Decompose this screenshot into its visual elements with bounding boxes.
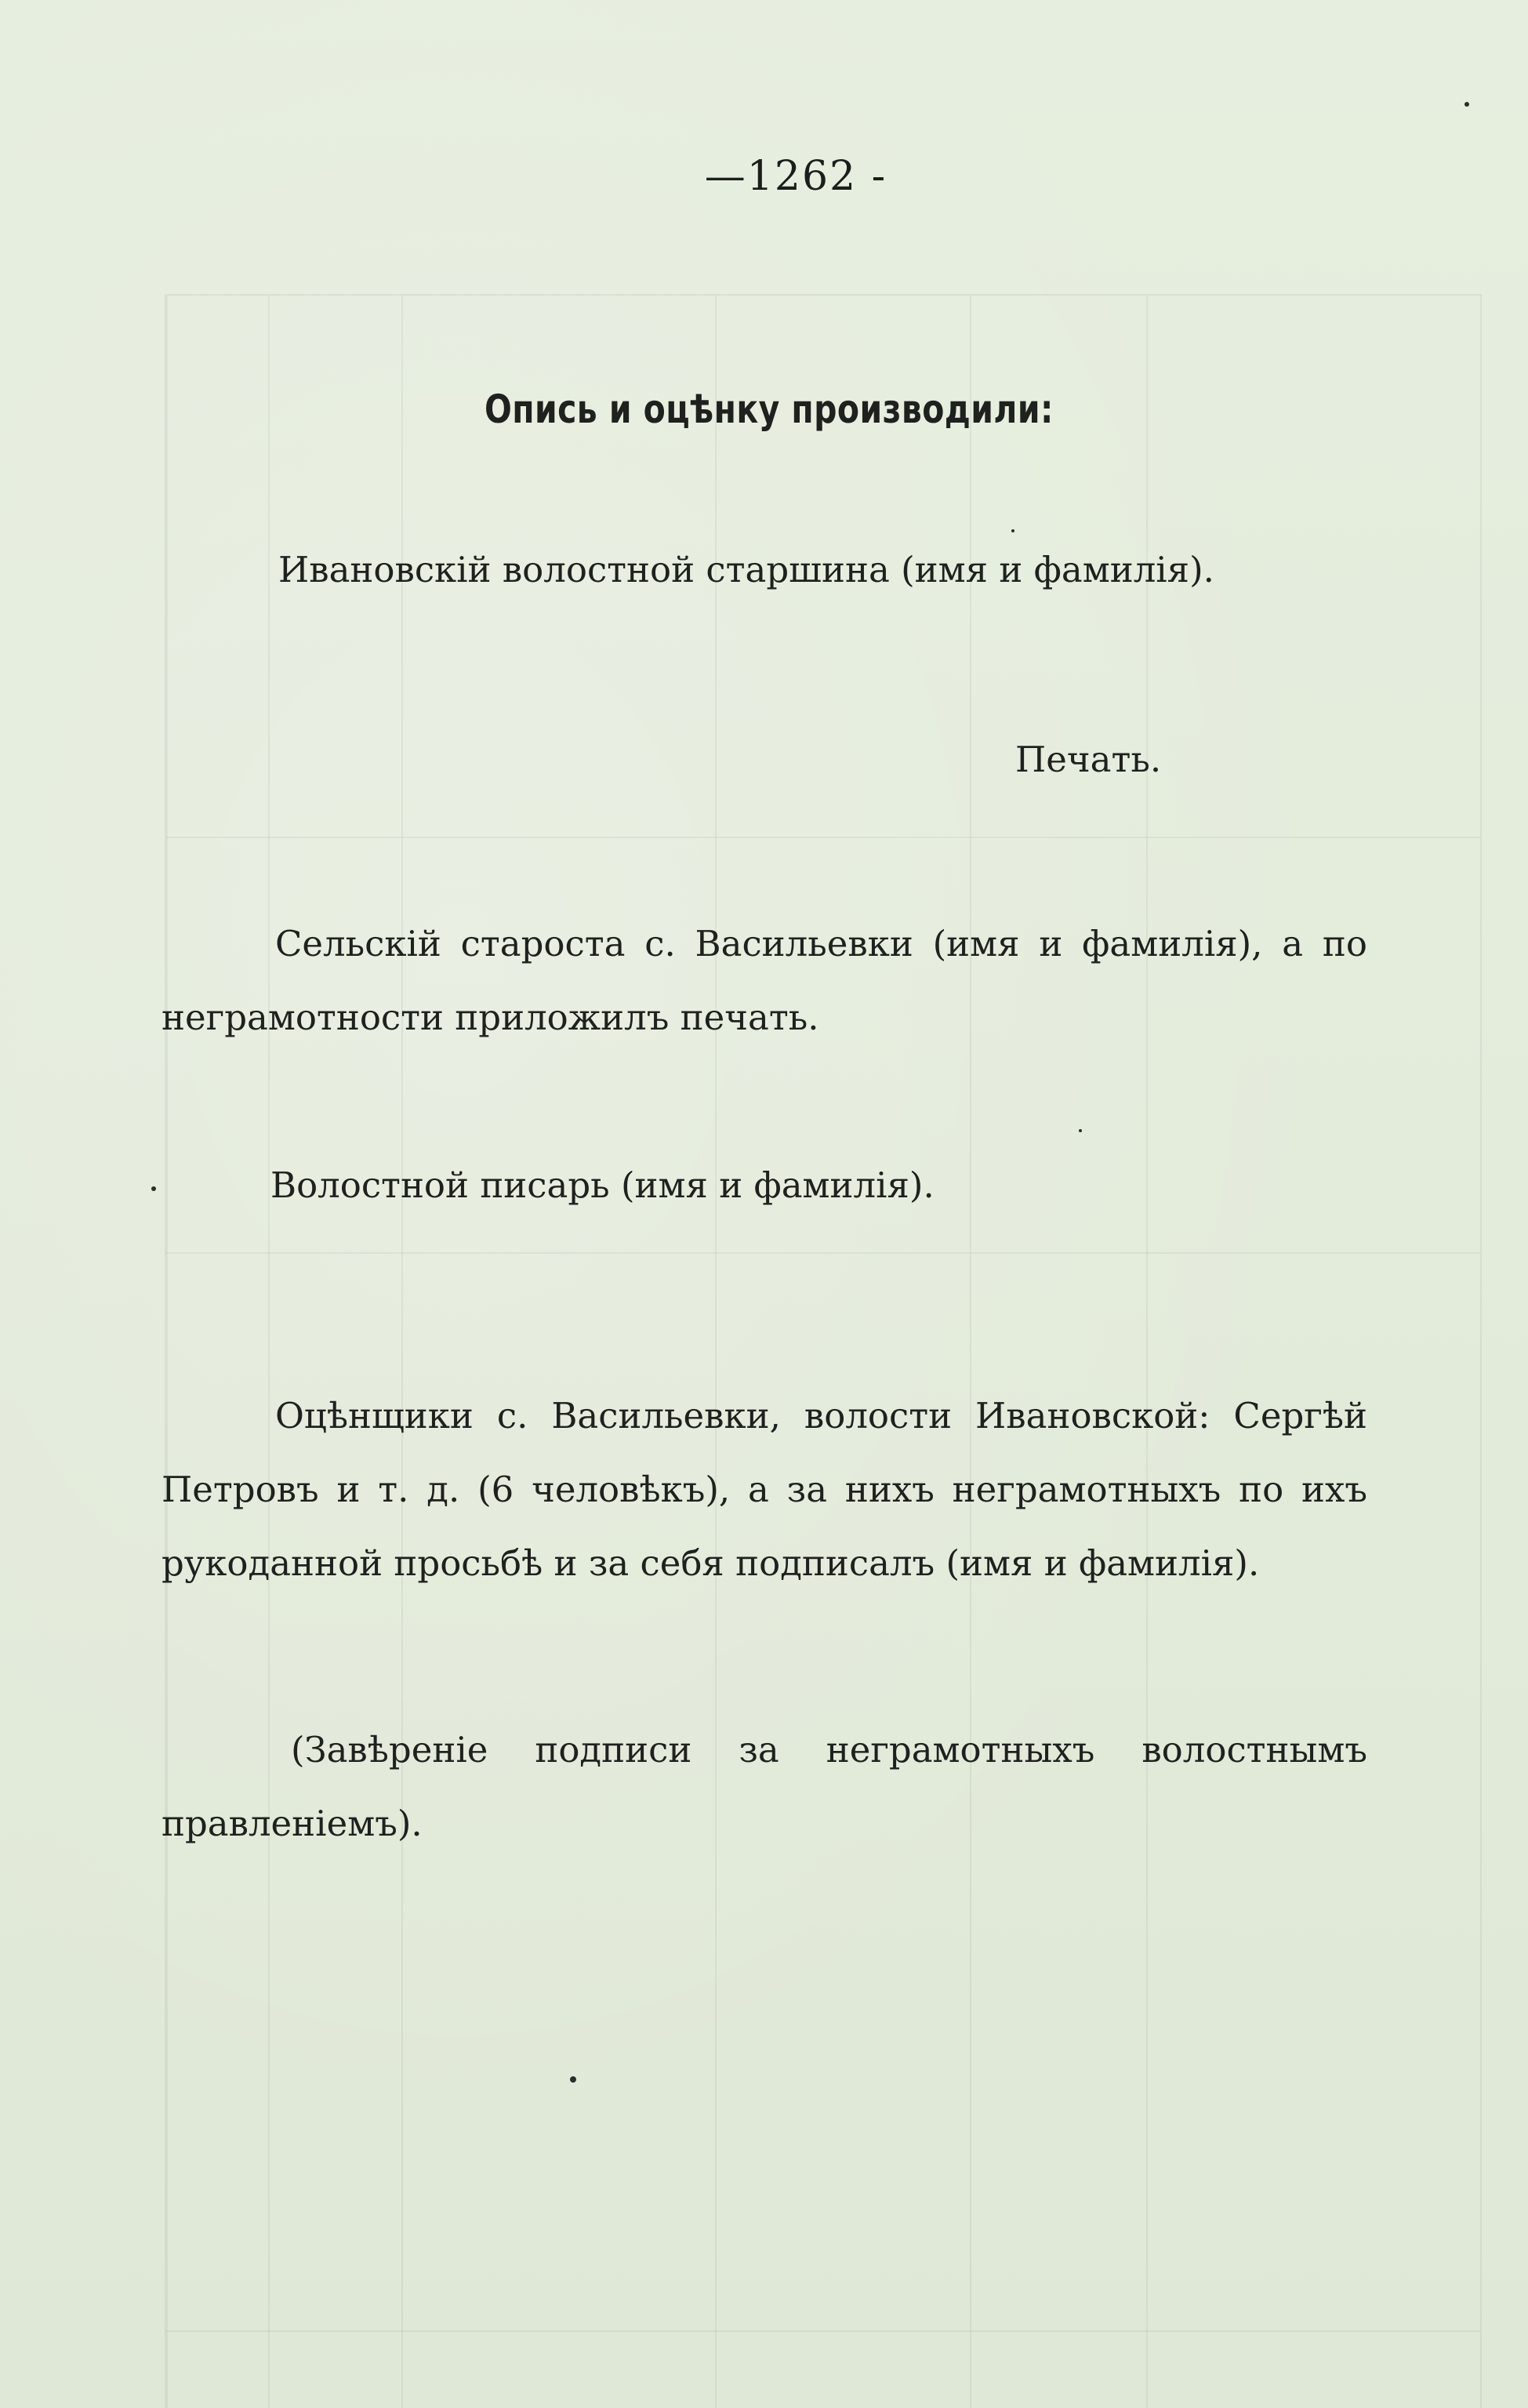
paragraph-starosta-block [162,907,1367,1055]
paper-speck [151,1186,156,1191]
paper-speck [1464,102,1469,107]
paragraph-starosta: Сельскій староста с. Васильевки (имя и фамилія), а по неграмотности приложилъ печать. [162,923,1367,1038]
paragraph-pisar: Волостной писарь (имя и фамилія). [270,1164,935,1206]
paragraph-zavereniye-block [162,1713,1367,1861]
paragraph-zavereniye: (Завѣреніе подписи за неграмотныхъ волостнымъ правленіемъ). [162,1729,1367,1844]
page-number: —1262 - [704,153,887,200]
paragraph-seal: Печать. [1015,739,1162,780]
paper-speck [1011,529,1014,532]
paper-speck [570,2076,576,2083]
paragraph-starshina: Ивановскій волостной старшина (имя и фамилія). [278,549,1214,590]
paragraph-otsenshchiki-block [162,1379,1367,1600]
bleed-through-table [165,294,1482,2408]
section-heading: Опись и оцѣнку производили: [484,387,1054,432]
paper-speck [1079,1129,1082,1132]
paragraph-otsenshchiki: Оцѣнщики с. Васильевки, волости Ивановской: Сергѣй Петровъ и т. д. (6 человѣкъ), а за нихъ неграмотныхъ по ихъ рукоданной просьбѣ и за себя подписалъ (имя и фамилія). [162,1395,1367,1584]
